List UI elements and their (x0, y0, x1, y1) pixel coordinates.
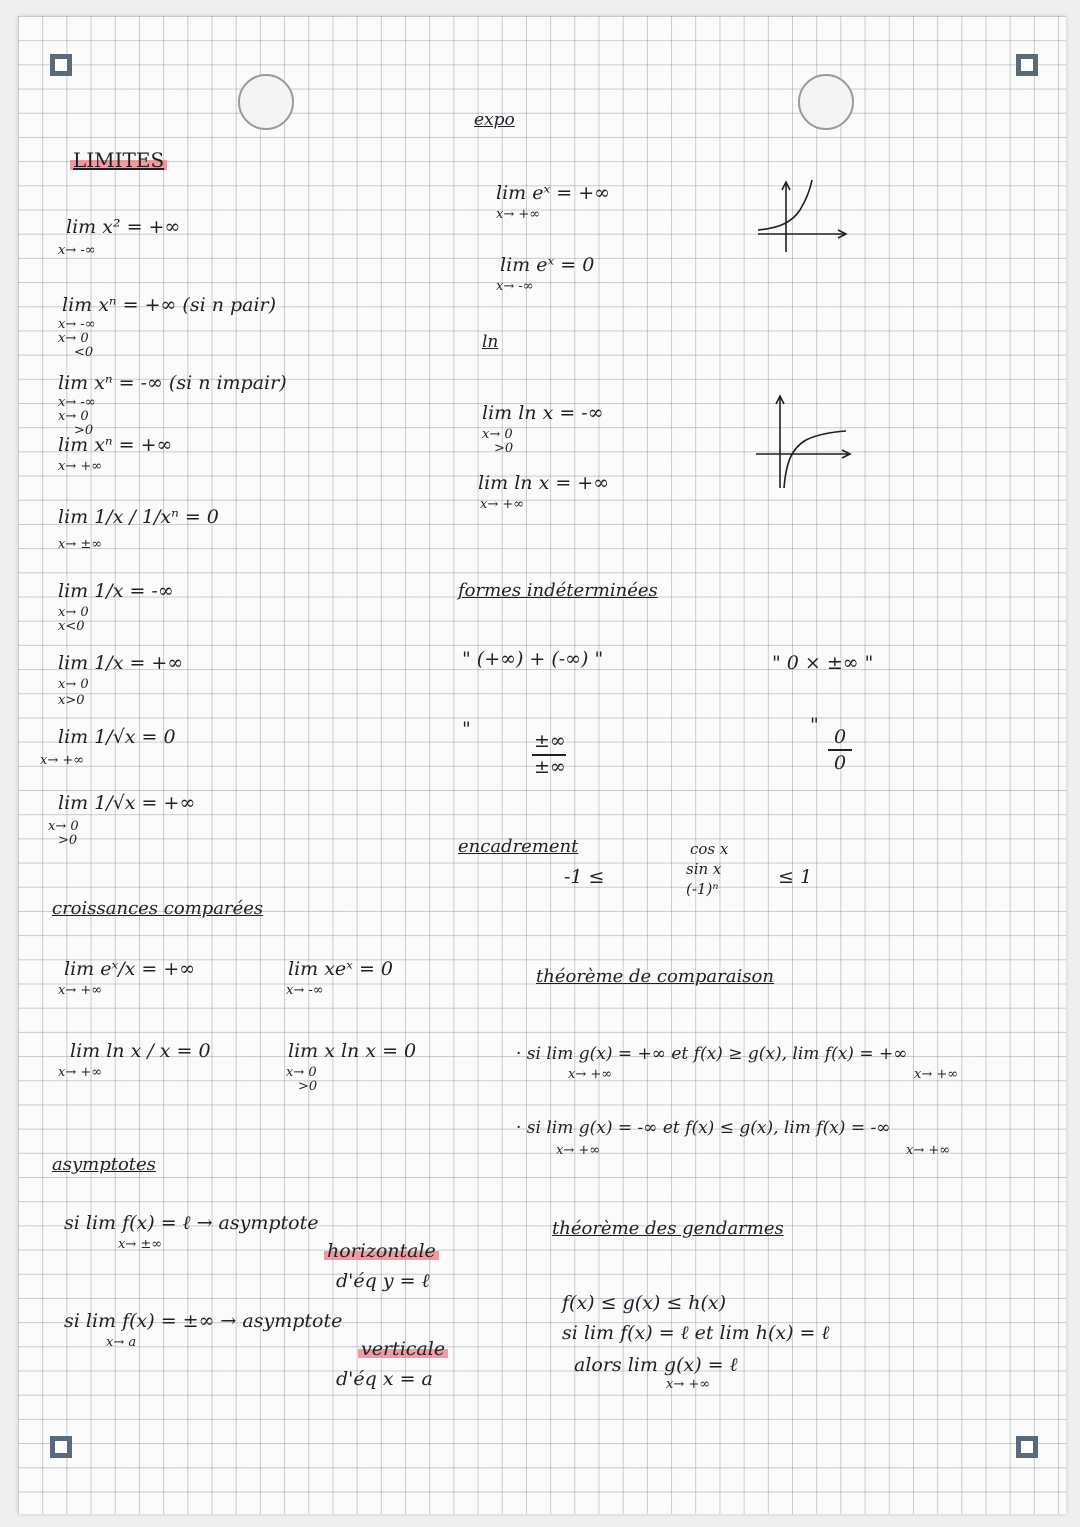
limit-condition: x→ +∞ (40, 753, 85, 768)
limit-x2: lim x² = +∞ (66, 216, 181, 238)
asymptote-vertical-eq: d'éq x = a (336, 1368, 433, 1390)
limit-condition: x→ 0 (286, 1065, 317, 1080)
quote-mark: " (462, 718, 471, 740)
limit-condition: x→ 0 (58, 409, 89, 424)
limit-ln-over-x: lim ln x / x = 0 (70, 1040, 211, 1062)
gendarmes-hypothesis: si lim f(x) = ℓ et lim h(x) = ℓ (562, 1322, 830, 1344)
limit-condition: >0 (58, 833, 78, 848)
corner-mark-top-left (50, 54, 72, 76)
encadrement-minus-one-power: (-1)ⁿ (686, 880, 719, 898)
gendarmes-inequality: f(x) ≤ g(x) ≤ h(x) (562, 1292, 727, 1314)
limit-condition: x→ -∞ (58, 395, 96, 410)
limit-condition: x→ ±∞ (118, 1237, 163, 1252)
limit-condition: x>0 (58, 693, 85, 708)
limit-condition: x→ +∞ (556, 1143, 601, 1158)
section-heading-formes: formes indéterminées (458, 580, 658, 601)
comparaison-rule-plus: · si lim g(x) = +∞ et f(x) ≥ g(x), lim f(x) = +∞ (516, 1044, 908, 1064)
fraction-bar (828, 749, 852, 751)
form-inf-over-inf-den: ±∞ (534, 756, 566, 778)
limit-condition: x→ 0 (58, 331, 89, 346)
form-inf-over-inf-num: ±∞ (534, 730, 566, 752)
limit-condition: x→ -∞ (58, 243, 96, 258)
quote-mark: " (810, 714, 819, 736)
limit-exp-over-x: lim eˣ/x = +∞ (64, 958, 196, 980)
encadrement-right: ≤ 1 (778, 866, 813, 888)
limit-x-ln-x: lim x ln x = 0 (288, 1040, 417, 1062)
limit-x-exp: lim xeˣ = 0 (288, 958, 394, 980)
limit-xn-impair: lim xⁿ = -∞ (si n impair) (58, 372, 287, 394)
limit-condition: x→ +∞ (568, 1067, 613, 1082)
limit-xn-plusinf: lim xⁿ = +∞ (58, 434, 173, 456)
limit-condition: x→ +∞ (496, 207, 541, 222)
limit-condition: x→ +∞ (58, 459, 103, 474)
form-inf-minus-inf: " (+∞) + (-∞) " (462, 648, 604, 670)
form-zero-over-zero-den: 0 (834, 752, 847, 774)
limit-condition: x→ +∞ (914, 1067, 959, 1082)
limit-condition: >0 (298, 1079, 318, 1094)
encadrement-left: -1 ≤ (564, 866, 605, 888)
limit-exp-minusinf: lim eˣ = 0 (500, 254, 595, 276)
limit-condition: x→ -∞ (58, 317, 96, 332)
limit-condition: x→ 0 (58, 605, 89, 620)
limit-condition: x→ -∞ (286, 983, 324, 998)
corner-mark-top-right (1016, 54, 1038, 76)
limit-exp-plusinf: lim eˣ = +∞ (496, 182, 610, 204)
graph-paper-sheet (18, 16, 1066, 1514)
asymptote-horizontal-eq: d'éq y = ℓ (336, 1270, 430, 1292)
asymptote-vertical-label: verticale (358, 1340, 448, 1359)
limit-ln-zero: lim ln x = -∞ (482, 402, 604, 424)
limit-condition: x→ +∞ (906, 1143, 951, 1158)
limit-inverse-x: lim 1/x / 1/xⁿ = 0 (58, 506, 219, 528)
asymptote-vertical-rule: si lim f(x) = ±∞ → asymptote (64, 1310, 343, 1332)
section-heading-comparaison: théorème de comparaison (536, 966, 774, 987)
binder-hole-left (238, 74, 294, 130)
limit-ln-plusinf: lim ln x = +∞ (478, 472, 610, 494)
limit-condition: <0 (74, 345, 94, 360)
encadrement-sin: sin x (686, 860, 722, 878)
gendarmes-conclusion: alors lim g(x) = ℓ (574, 1354, 738, 1376)
limit-inverse-sqrt-zero: lim 1/√x = +∞ (58, 792, 196, 814)
limit-condition: x→ +∞ (480, 497, 525, 512)
form-zero-over-zero-num: 0 (834, 726, 847, 748)
section-heading-expo: expo (474, 110, 515, 130)
limit-condition: x<0 (58, 619, 85, 634)
asymptote-horizontal-label: horizontale (324, 1242, 439, 1261)
limit-condition: x→ -∞ (496, 279, 534, 294)
comparaison-rule-minus: · si lim g(x) = -∞ et f(x) ≤ g(x), lim f(x) = -∞ (516, 1118, 891, 1138)
limit-condition: x→ +∞ (58, 1065, 103, 1080)
binder-hole-right (798, 74, 854, 130)
limit-condition: x→ a (106, 1335, 137, 1350)
limit-condition: x→ +∞ (58, 983, 103, 998)
page-title: LIMITES (70, 150, 167, 170)
section-heading-croissances: croissances comparées (52, 898, 264, 919)
limit-condition: >0 (74, 423, 94, 438)
ln-curve-sketch (750, 392, 860, 492)
encadrement-cos: cos x (690, 840, 729, 858)
limit-condition: x→ 0 (482, 427, 513, 442)
limit-xn-pair: lim xⁿ = +∞ (si n pair) (62, 294, 277, 316)
corner-mark-bottom-right (1016, 1436, 1038, 1458)
section-heading-gendarmes: théorème des gendarmes (552, 1218, 784, 1239)
limit-inverse-x-zero-neg: lim 1/x = -∞ (58, 580, 174, 602)
form-zero-times-inf: " 0 × ±∞ " (772, 652, 874, 674)
limit-condition: x→ 0 (58, 677, 89, 692)
section-heading-asymptotes: asymptotes (52, 1154, 156, 1175)
limit-condition: x→ 0 (48, 819, 79, 834)
limit-condition: x→ +∞ (666, 1377, 711, 1392)
limit-condition: x→ ±∞ (58, 537, 103, 552)
exp-curve-sketch (750, 176, 860, 256)
limit-condition: >0 (494, 441, 514, 456)
asymptote-horizontal-rule: si lim f(x) = ℓ → asymptote (64, 1212, 319, 1234)
section-heading-encadrement: encadrement (458, 836, 579, 857)
corner-mark-bottom-left (50, 1436, 72, 1458)
section-heading-ln: ln (482, 332, 499, 352)
limit-inverse-sqrt-inf: lim 1/√x = 0 (58, 726, 176, 748)
limit-inverse-x-zero-pos: lim 1/x = +∞ (58, 652, 184, 674)
